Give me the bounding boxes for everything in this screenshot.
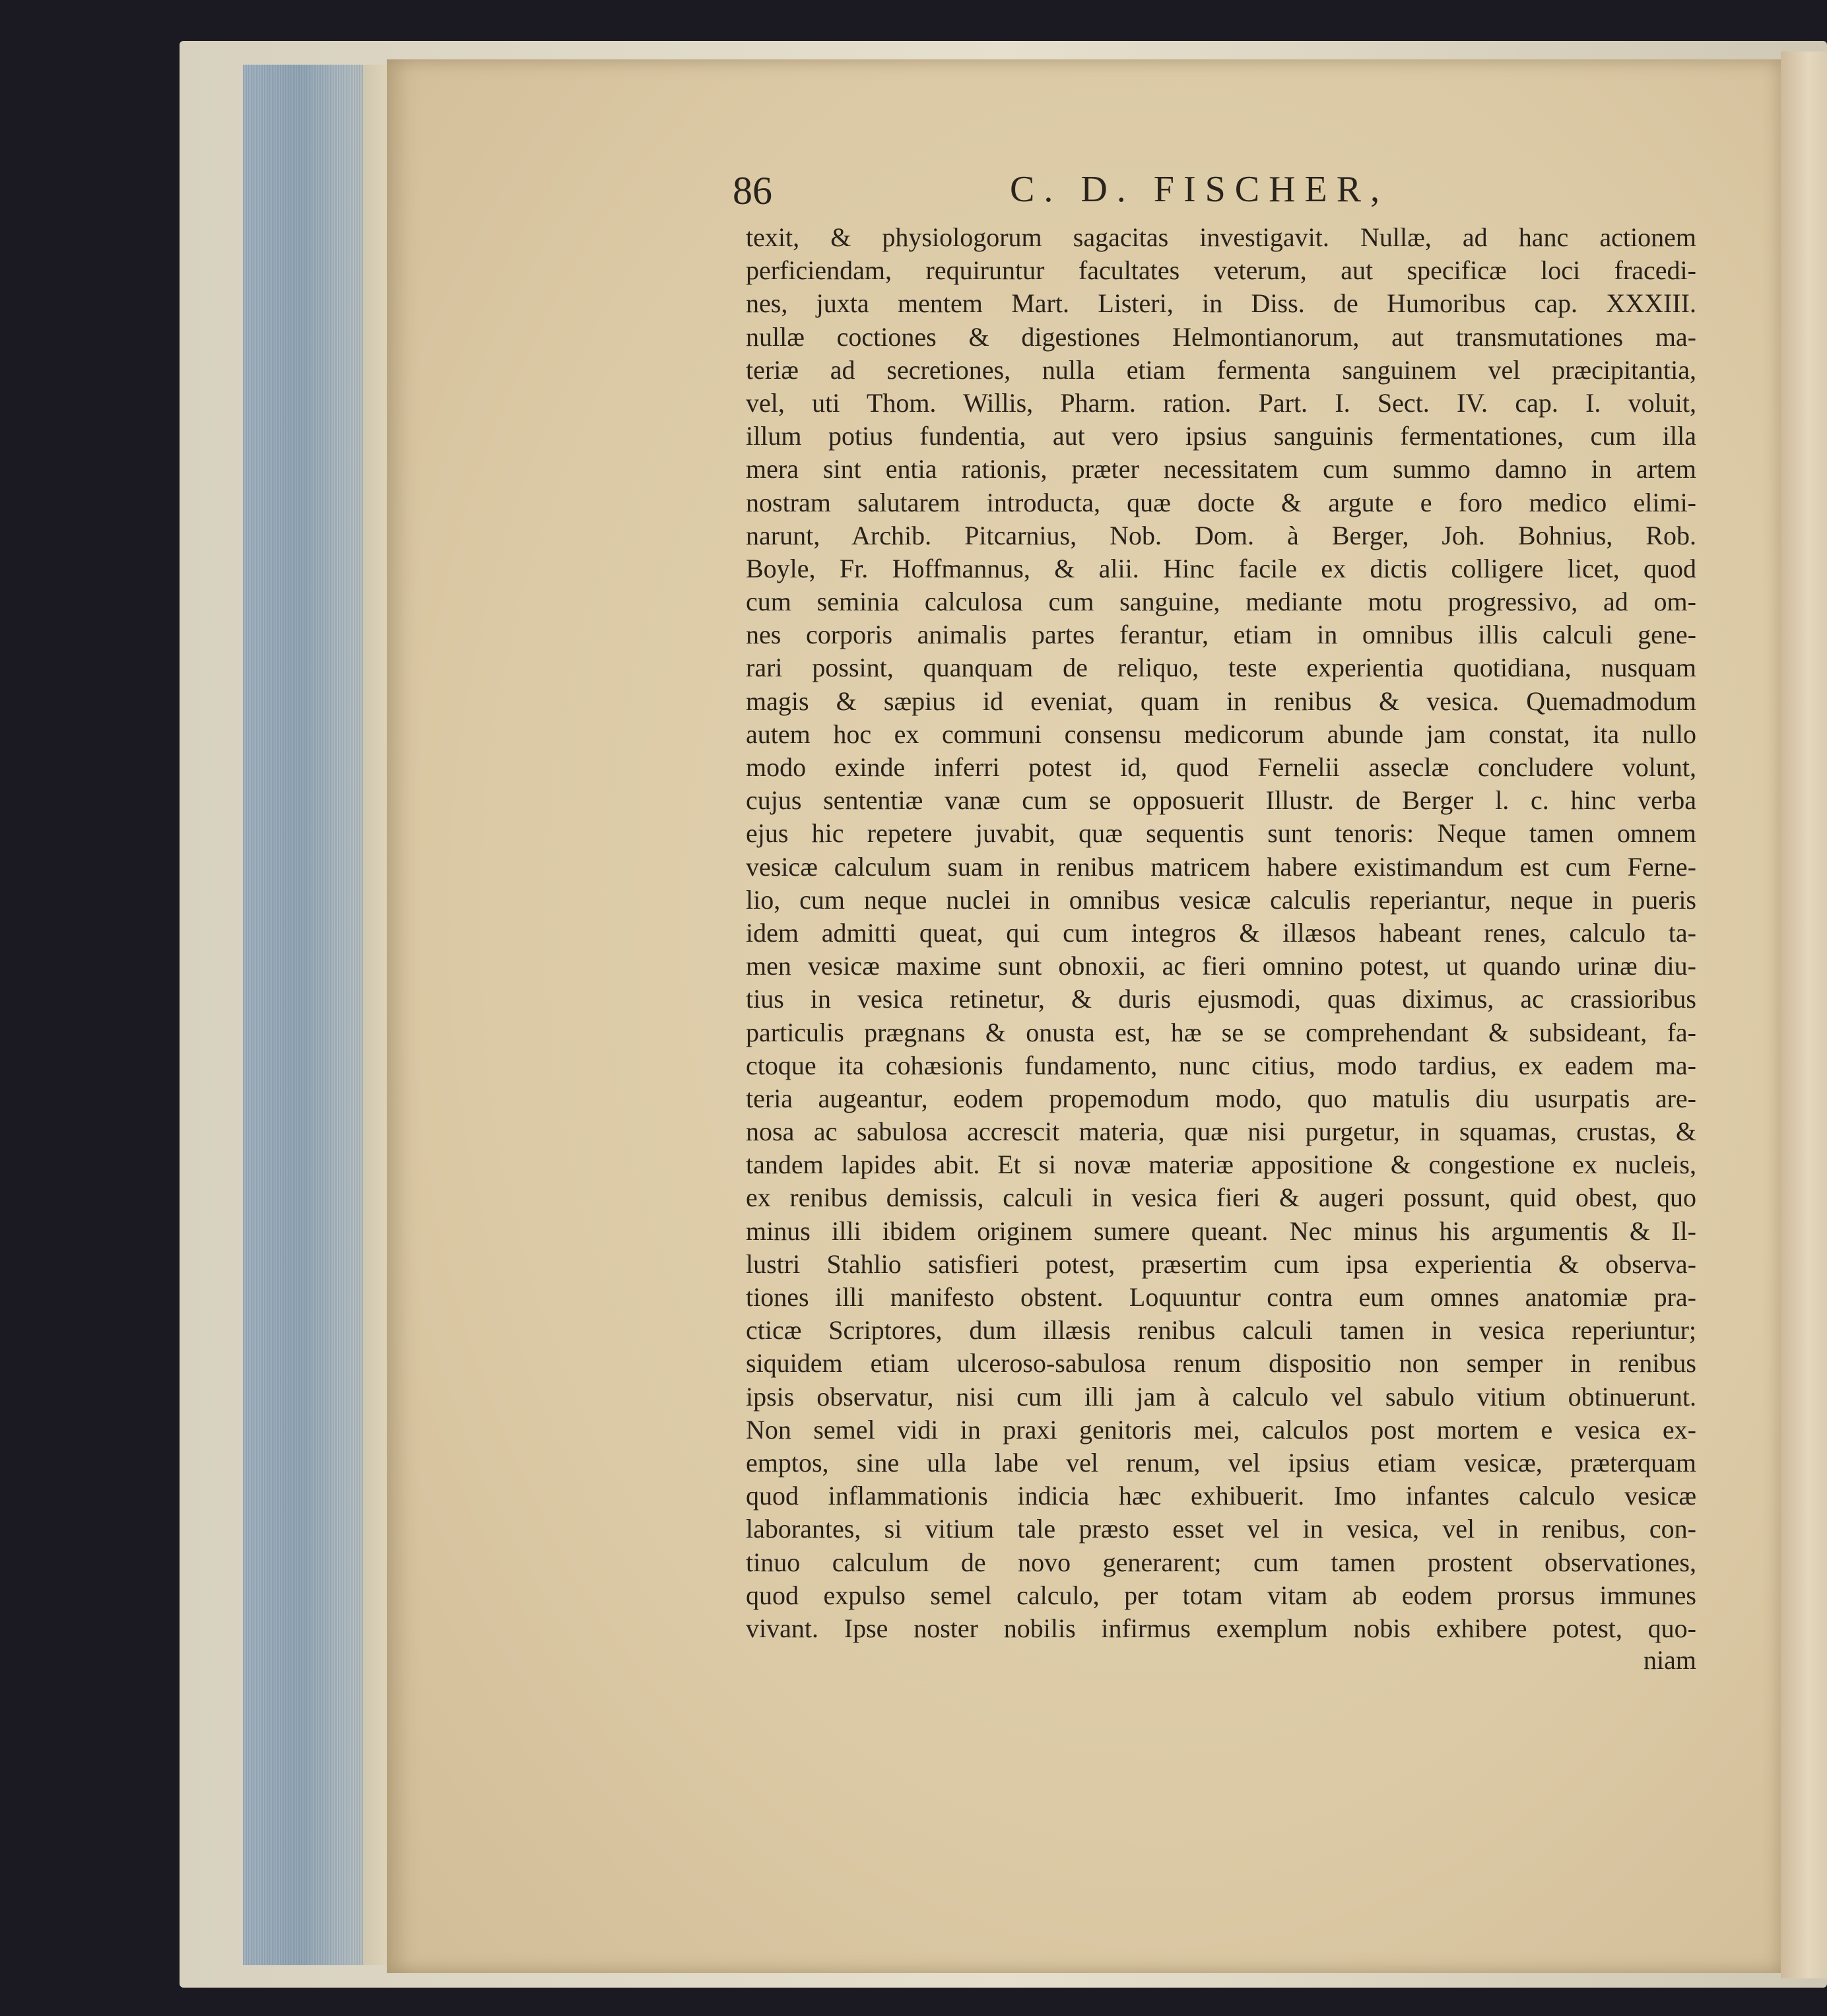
text-line: emptos, sine ulla labe vel renum, vel ipsius etiam vesicæ, præterquam [746, 1447, 1696, 1478]
body-text [746, 221, 1696, 1678]
text-line: teriæ ad secretiones, nulla etiam fermenta sanguinem vel præcipitantia, [746, 354, 1696, 385]
text-line: ex renibus demissis, calculi in vesica fieri & augeri possunt, quid obest, quo [746, 1183, 1696, 1213]
text-line: ipsis observatur, nisi cum illi jam à calculo vel sabulo vitium obtinuerunt. [746, 1381, 1696, 1412]
text-line: Non semel vidi in praxi genitoris mei, calculos post mortem e vesica ex- [746, 1414, 1696, 1445]
running-head: C. D. FISCHER, [1010, 169, 1389, 210]
text-line: nostram salutarem introducta, quæ docte & argute e foro medico elimi- [746, 487, 1696, 517]
text-line: particulis prægnans & onusta est, hæ se se comprehendant & subsideant, fa- [746, 1017, 1696, 1047]
text-line: perficiendam, requiruntur facultates veterum, aut specificæ loci fracedi- [746, 255, 1696, 286]
text-line: men vesicæ maxime sunt obnoxii, ac fieri omnino potest, ut quando urinæ diu- [746, 951, 1696, 981]
page-edges [243, 65, 389, 1965]
text-line: vivant. Ipse noster nobilis infirmus exemplum nobis exhibere potest, quo- [746, 1613, 1696, 1643]
facing-page-edge [1781, 51, 1827, 1978]
text-line: minus illi ibidem originem sumere queant. Nec minus his argumentis & Il- [746, 1216, 1696, 1246]
text-line: idem admitti queat, qui cum integros & illæsos habeant renes, calculo ta- [746, 917, 1696, 948]
text-line: nes, juxta mentem Mart. Listeri, in Diss. de Humoribus cap. XXXIII. [746, 288, 1696, 319]
text-line: siquidem etiam ulceroso-sabulosa renum dispositio non semper in renibus [746, 1348, 1696, 1379]
text-line: Boyle, Fr. Hoffmannus, & alii. Hinc facile ex dictis colligere licet, quod [746, 553, 1696, 583]
text-line: lio, cum neque nuclei in omnibus vesicæ calculis reperiantur, neque in pueris [746, 884, 1696, 915]
text-line: nullæ coctiones & digestiones Helmontianorum, aut transmutationes ma- [746, 321, 1696, 352]
text-line: ctoque ita cohæsionis fundamento, nunc citius, modo tardius, ex eadem ma- [746, 1050, 1696, 1080]
text-line: cujus sententiæ vanæ cum se opposuerit Illustr. de Berger l. c. hinc verba [746, 785, 1696, 816]
catchword: niam [1644, 1645, 1696, 1675]
text-line: nosa ac sabulosa accrescit materia, quæ nisi purgetur, in squamas, crustas, & [746, 1117, 1696, 1147]
text-line: quod expulso semel calculo, per totam vitam ab eodem prorsus immunes [746, 1580, 1696, 1610]
text-line: autem hoc ex communi consensu medicorum abunde jam constat, ita nullo [746, 719, 1696, 749]
text-line: modo exinde inferri potest id, quod Fernelii asseclæ concludere volunt, [746, 752, 1696, 782]
page-number: 86 [733, 169, 772, 212]
text-line: tius in vesica retinetur, & duris ejusmodi, quas diximus, ac crassioribus [746, 984, 1696, 1014]
text-line: tiones illi manifesto obstent. Loquuntur contra eum omnes anatomiæ pra- [746, 1282, 1696, 1312]
text-line: vel, uti Thom. Willis, Pharm. ration. Part. I. Sect. IV. cap. I. voluit, [746, 387, 1696, 418]
text-line: tandem lapides abit. Et si novæ materiæ appositione & congestione ex nucleis, [746, 1150, 1696, 1180]
text-line: illum potius fundentia, aut vero ipsius sanguinis fermentationes, cum illa [746, 421, 1696, 451]
page-header [733, 168, 1696, 214]
text-line: ejus hic repetere juvabit, quæ sequentis sunt tenoris: Neque tamen omnem [746, 818, 1696, 849]
text-line: rari possint, quanquam de reliquo, teste experientia quotidiana, nusquam [746, 653, 1696, 683]
text-line: teria augeantur, eodem propemodum modo, quo matulis diu usurpatis are- [746, 1083, 1696, 1113]
text-line: tinuo calculum de novo generarent; cum tamen prostent observationes, [746, 1547, 1696, 1577]
text-line: mera sint entia rationis, præter necessitatem cum summo damno in artem [746, 454, 1696, 484]
text-line: laborantes, si vitium tale præsto esset vel in vesica, vel in renibus, con- [746, 1514, 1696, 1544]
text-line: cum seminia calculosa cum sanguine, mediante motu progressivo, ad om- [746, 587, 1696, 617]
text-line: texit, & physiologorum sagacitas investigavit. Nullæ, ad hanc actionem [746, 222, 1696, 252]
text-line: nes corporis animalis partes ferantur, etiam in omnibus illis calculi gene- [746, 620, 1696, 650]
text-line: vesicæ calculum suam in renibus matricem habere existimandum est cum Ferne- [746, 851, 1696, 882]
text-line [746, 1645, 1696, 1678]
text-line: cticæ Scriptores, dum illæsis renibus calculi tamen in vesica reperiuntur; [746, 1315, 1696, 1346]
text-line: narunt, Archib. Pitcarnius, Nob. Dom. à Berger, Joh. Bohnius, Rob. [746, 520, 1696, 550]
text-line: quod inflammationis indicia hæc exhibuerit. Imo infantes calculo vesicæ [746, 1481, 1696, 1511]
text-line: lustri Stahlio satisfieri potest, præsertim cum ipsa experientia & observa- [746, 1249, 1696, 1279]
text-line: magis & sæpius id eveniat, quam in renibus & vesica. Quemadmodum [746, 686, 1696, 716]
